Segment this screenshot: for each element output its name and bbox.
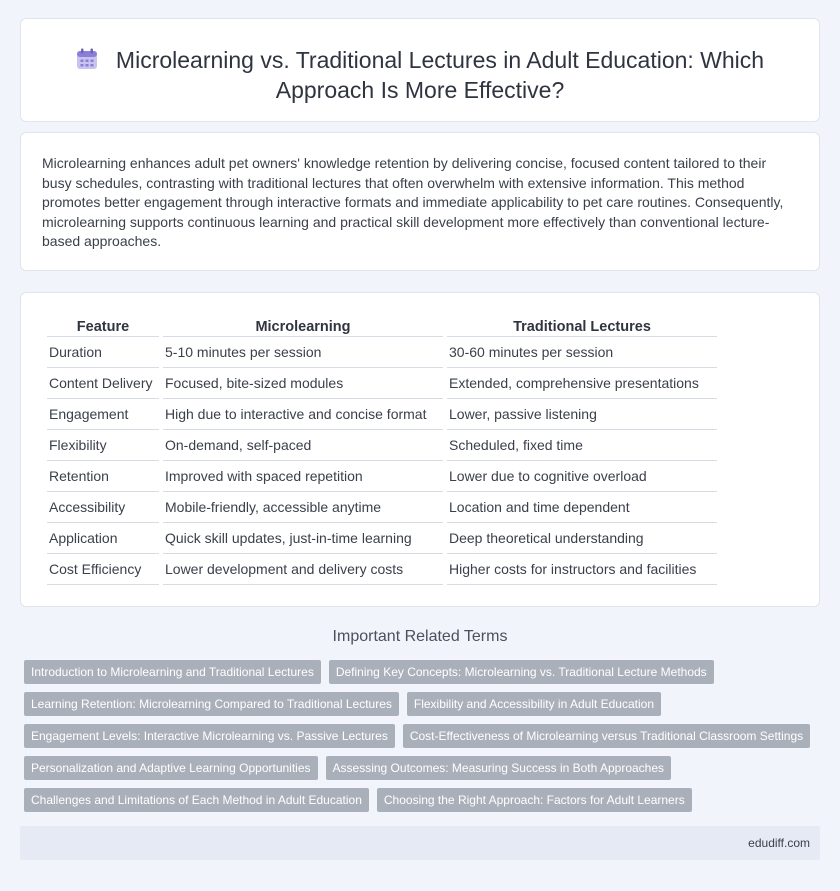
page-title-text: Microlearning vs. Traditional Lectures in Adult Education: Which Approach Is More Effective? <box>115 47 765 103</box>
related-term-link[interactable]: Engagement Levels: Interactive Microlearning vs. Passive Lectures <box>24 724 395 748</box>
footer-bar <box>20 826 820 860</box>
cell-traditional: Lower, passive listening <box>447 399 717 430</box>
table-row <box>47 492 717 523</box>
cell-feature: Duration <box>47 337 159 368</box>
cell-feature: Content Delivery <box>47 368 159 399</box>
intro-card <box>20 132 820 271</box>
cell-feature: Accessibility <box>47 492 159 523</box>
related-term-link[interactable]: Introduction to Microlearning and Traditional Lectures <box>24 660 321 684</box>
cell-microlearning: Lower development and delivery costs <box>163 554 443 585</box>
related-term-link[interactable]: Cost-Effectiveness of Microlearning versus Traditional Classroom Settings <box>403 724 810 748</box>
cell-microlearning: 5-10 minutes per session <box>163 337 443 368</box>
cell-microlearning: Focused, bite-sized modules <box>163 368 443 399</box>
tag-row <box>24 660 824 684</box>
table-row <box>47 368 717 399</box>
cell-feature: Flexibility <box>47 430 159 461</box>
cell-traditional: Location and time dependent <box>447 492 717 523</box>
header-microlearning: Microlearning <box>163 315 443 337</box>
calendar-icon <box>76 48 98 70</box>
cell-microlearning: Quick skill updates, just-in-time learning <box>163 523 443 554</box>
cell-microlearning: Mobile-friendly, accessible anytime <box>163 492 443 523</box>
cell-feature: Application <box>47 523 159 554</box>
table-row <box>47 430 717 461</box>
page-title <box>51 45 789 105</box>
header-feature: Feature <box>47 315 159 337</box>
comparison-table <box>43 315 721 585</box>
related-terms-heading: Important Related Terms <box>332 628 508 645</box>
header-traditional: Traditional Lectures <box>447 315 717 337</box>
tag-row <box>24 788 824 812</box>
cell-traditional: Extended, comprehensive presentations <box>447 368 717 399</box>
related-term-link[interactable]: Choosing the Right Approach: Factors for Adult Learners <box>377 788 692 812</box>
cell-traditional: Deep theoretical understanding <box>447 523 717 554</box>
related-term-link[interactable]: Assessing Outcomes: Measuring Success in Both Approaches <box>326 756 672 780</box>
cell-feature: Cost Efficiency <box>47 554 159 585</box>
cell-traditional: Lower due to cognitive overload <box>447 461 717 492</box>
related-term-link[interactable]: Personalization and Adaptive Learning Opportunities <box>24 756 318 780</box>
cell-microlearning: High due to interactive and concise format <box>163 399 443 430</box>
footer-site-link[interactable]: edudiff.com <box>748 836 810 850</box>
tag-row <box>24 724 824 748</box>
cell-traditional: Scheduled, fixed time <box>447 430 717 461</box>
related-term-link[interactable]: Learning Retention: Microlearning Compared to Traditional Lectures <box>24 692 399 716</box>
cell-microlearning: Improved with spaced repetition <box>163 461 443 492</box>
cell-traditional: 30-60 minutes per session <box>447 337 717 368</box>
header-card <box>20 18 820 122</box>
related-term-link[interactable]: Defining Key Concepts: Microlearning vs. Traditional Lecture Methods <box>329 660 714 684</box>
table-row <box>47 461 717 492</box>
tag-row <box>24 756 824 780</box>
related-terms-list <box>24 660 824 820</box>
table-row <box>47 523 717 554</box>
header-title-wrap <box>51 45 789 105</box>
table-row <box>47 399 717 430</box>
tag-row <box>24 692 824 716</box>
table-row <box>47 554 717 585</box>
cell-feature: Engagement <box>47 399 159 430</box>
cell-traditional: Higher costs for instructors and facilities <box>447 554 717 585</box>
table-row <box>47 337 717 368</box>
cell-microlearning: On-demand, self-paced <box>163 430 443 461</box>
table-header-row <box>47 315 717 337</box>
comparison-card <box>20 292 820 607</box>
intro-paragraph: Microlearning enhances adult pet owners' knowledge retention by delivering concise, focused content tailored to their busy schedules, contrasting with traditional lectures that often overwhelm with extensive information. This method promotes better engagement through interactive formats and immediate applicability to pet care routines. Consequently, microlearning supports continuous learning and practical skill development more effectively than conventional lecture-based approaches. <box>42 155 784 250</box>
related-term-link[interactable]: Challenges and Limitations of Each Method in Adult Education <box>24 788 369 812</box>
related-term-link[interactable]: Flexibility and Accessibility in Adult Education <box>407 692 661 716</box>
cell-feature: Retention <box>47 461 159 492</box>
